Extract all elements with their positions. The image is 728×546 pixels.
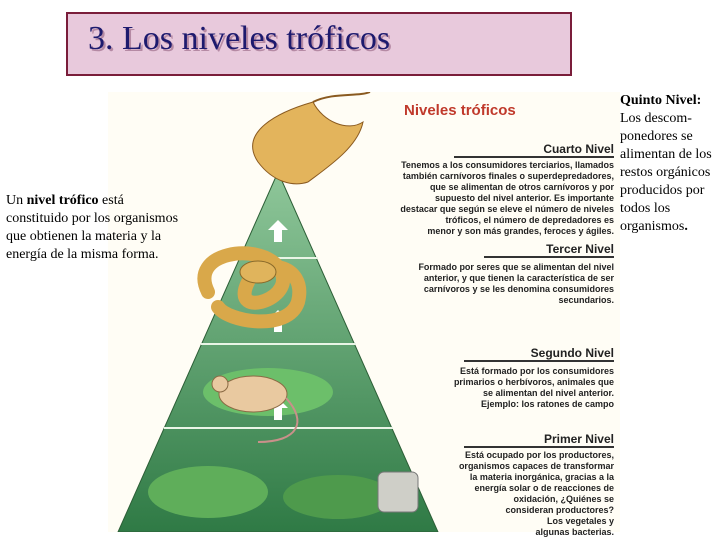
title-box [66,12,572,76]
level-1-description: Está ocupado por los productores, organismos capaces de transformar la materia inorgánica, gracias a la energía solar o de reacciones de oxidación, ¿Quiénes se consideran productores? Los vegetales y algunas bacterias. [458,450,614,537]
definition-prefix: Un [6,193,27,208]
level-3-description: Formado por seres que se alimentan del nivel anterior, y que tienen la característica de ser carnívoros y se les denomina consumidores secundarios. [418,262,614,305]
page-title: 3. Los niveles tróficos [88,20,391,57]
level-1-heading: Primer Nivel [543,432,614,446]
level-2-rule [464,360,614,362]
trophic-pyramid-figure [108,92,620,537]
level-4-heading: Cuarto Nivel [543,142,614,156]
foliage [148,466,268,518]
definition-term: nivel trófico [26,193,99,208]
level-3-rule [484,256,614,258]
level-4-description: Tenemos a los consumidores terciarios, llamados también carnívoros finales o superdepredadores, que se alimentan de otros carnívoros y por supuesto del nivel anterior. Es importante destacar que según se eleve el número de niveles tróficos, el número de depredadores es menor y son más grandes, feroces y ágiles. [400,160,614,236]
fifth-level-text: Los descom-ponedores se alimentan de los restos orgánicos producidos por todos los organismos [620,111,712,234]
level-3-heading: Tercer Nivel [546,242,614,256]
trophic-level-definition [6,192,182,264]
fifth-level-end: . [684,219,688,234]
level-4-rule [454,156,614,158]
level-2-heading: Segundo Nivel [530,346,614,360]
mouse-illustration [219,376,287,412]
foliage [283,475,393,519]
level-2-description: Está formado por los consumidores primarios o herbívoros, animales que se alimentan del nivel anterior. Ejemplo: los ratones de campo [453,366,614,409]
definition-text: está constituido por los organismos que obtienen la materia y la energía de la misma forma. [6,193,179,262]
figure-heading: Niveles tróficos [404,102,516,119]
rock [378,472,418,512]
level-1-rule [464,446,614,448]
fifth-level-heading: Quinto Nivel: [620,93,702,108]
fifth-level-note [620,92,724,236]
